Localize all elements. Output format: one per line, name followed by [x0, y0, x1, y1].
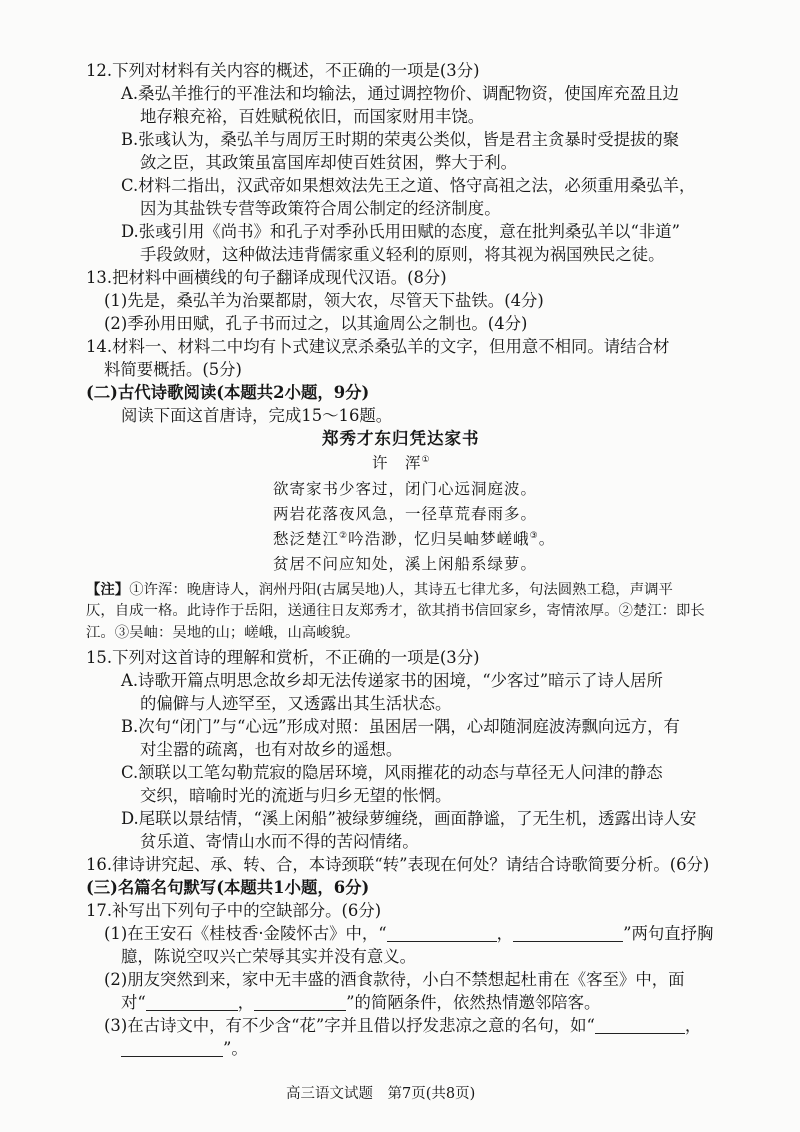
footnote-marker: ②	[339, 531, 349, 541]
answer-blank[interactable]	[387, 925, 497, 942]
page-footer: 高三语文试题 第7页(共8页)	[286, 1086, 476, 1102]
q12-option-a: A.桑弘羊推行的平准法和均输法，通过调控物价、调配物资，使国库充盈且边	[121, 84, 679, 103]
q12-option-d-cont: 手段敛财，这种做法违背儒家重义轻利的原则，将其视为祸国殃民之徒。	[140, 245, 665, 264]
poem-line-4: 贫居不问应知处，溪上闲船系绿萝。	[273, 555, 538, 573]
poem-line-1: 欲寄家书少客过，闭门心远洞庭波。	[273, 480, 538, 498]
q13-sentence-1: (1)先是，桑弘羊为治粟都尉，领大农，尽管天下盐铁。(4分)	[104, 291, 544, 310]
q17-item-2-cont: 对“ ， ”的简陋条件，依然热情邀邻陪客。	[121, 993, 601, 1012]
q15-option-b: B.次句“闭门”与“心远”形成对照：虽困居一隅，心却随洞庭波涛飘向远方，有	[121, 717, 680, 736]
poem-notes-cont: 仄，自成一格。此诗作于岳阳，送通往日友郑秀才，欲其捎书信回家乡，寄情浓厚。②楚江：即长	[86, 603, 705, 619]
q13-stem: 13.把材料中画横线的句子翻译成现代汉语。(8分)	[86, 268, 447, 287]
poem-author: 许 浑①	[372, 454, 431, 472]
answer-blank[interactable]	[254, 994, 346, 1011]
q15-option-d-cont: 贫乐道、寄情山水而不得的苦闷情绪。	[140, 832, 419, 851]
q17-item-1-cont: 臆，陈说空叹兴亡荣辱其实并没有意义。	[121, 947, 417, 966]
q12-option-d: D.张彧引用《尚书》和孔子对季孙氏用田赋的态度，意在批判桑弘羊以“非道”	[121, 222, 681, 241]
section-2-intro: 阅读下面这首唐诗，完成15～16题。	[121, 406, 393, 425]
q15-option-a-cont: 的偏僻与人迹罕至，又透露出其生活状态。	[140, 694, 452, 713]
q17-stem: 17.补写出下列句子中的空缺部分。(6分)	[86, 901, 382, 920]
q13-sentence-2: (2)季孙用田赋，孔子书而过之，以其逾周公之制也。(4分)	[104, 314, 528, 333]
answer-blank[interactable]	[121, 1040, 223, 1057]
footnote-marker: ③	[529, 531, 539, 541]
poem-title: 郑秀才东归凭达家书	[322, 429, 480, 448]
q15-option-c: C.颔联以工笔勾勒荒寂的隐居环境，风雨摧花的动态与草径无人问津的静态	[121, 763, 663, 782]
footnote-marker: ①	[421, 455, 431, 465]
answer-blank[interactable]	[513, 925, 623, 942]
q16-stem: 16.律诗讲究起、承、转、合，本诗颈联“转”表现在何处？请结合诗歌简要分析。(6分)	[86, 855, 710, 874]
poem-notes-cont: 江。③吴岫：吴地的山；嵯峨，山高峻貌。	[86, 625, 360, 641]
q17-item-3-cont: ”。	[121, 1037, 248, 1060]
q15-option-c-cont: 交织，暗喻时光的流逝与归乡无望的怅惘。	[140, 786, 452, 805]
q15-option-b-cont: 对尘嚣的疏离，也有对故乡的遥想。	[140, 740, 403, 759]
q15-option-d: D.尾联以景结情，“溪上闲船”被绿萝缠绕，画面静谧，了无生机，透露出诗人安	[121, 809, 697, 828]
q12-option-b: B.张彧认为，桑弘羊与周厉王时期的荣夷公类似，皆是君主贪暴时受提拔的聚	[121, 130, 680, 149]
q15-stem: 15.下列对这首诗的理解和赏析，不正确的一项是(3分)	[86, 648, 480, 667]
q12-stem: 12.下列对材料有关内容的概述，不正确的一项是(3分)	[86, 61, 480, 80]
poem-line-2: 两岩花落夜风急，一径草荒春雨多。	[273, 505, 538, 523]
answer-blank[interactable]	[595, 1017, 685, 1034]
q17-item-3: (3)在古诗文中，有不少含“花”字并且借以抒发悲凉之意的名句，如“ ，	[104, 1016, 702, 1035]
q12-option-a-cont: 地存粮充裕，百姓赋税依旧，而国家财用丰饶。	[140, 107, 485, 126]
q12-option-c: C.材料二指出，汉武帝如果想效法先王之道、恪守高祖之法，必须重用桑弘羊，	[121, 176, 696, 195]
answer-blank[interactable]	[146, 994, 238, 1011]
section-2-heading: (二)古代诗歌阅读(本题共2小题，9分)	[86, 383, 370, 402]
q17-item-1: (1)在王安石《桂枝香·金陵怀古》中，“ ， ”两句直抒胸	[104, 924, 714, 943]
q14-stem: 14.材料一、材料二中均有卜式建议烹杀桑弘羊的文字，但用意不相同。请结合材	[86, 337, 670, 356]
poem-line-3: 愁泛楚江②吟浩渺，忆归吴岫梦嵯峨③。	[273, 530, 556, 548]
q12-option-b-cont: 敛之臣，其政策虽富国库却使百姓贫困，弊大于利。	[140, 153, 517, 172]
section-3-heading: (三)名篇名句默写(本题共1小题，6分)	[86, 878, 370, 897]
q15-option-a: A.诗歌开篇点明思念故乡却无法传递家书的困境，“少客过”暗示了诗人居所	[121, 671, 663, 690]
q12-option-c-cont: 因为其盐铁专营等政策符合周公制定的经济制度。	[140, 199, 501, 218]
q17-item-2: (2)朋友突然到来，家中无丰盛的酒食款待，小白不禁想起杜甫在《客至》中，面	[104, 970, 685, 989]
poem-notes: 【注】①许浑：晚唐诗人，润州丹阳(古属吴地)人，其诗五七律尤多，句法圆熟工稳，声调平	[86, 581, 673, 598]
q14-stem-cont: 料简要概括。(5分)	[104, 360, 242, 379]
